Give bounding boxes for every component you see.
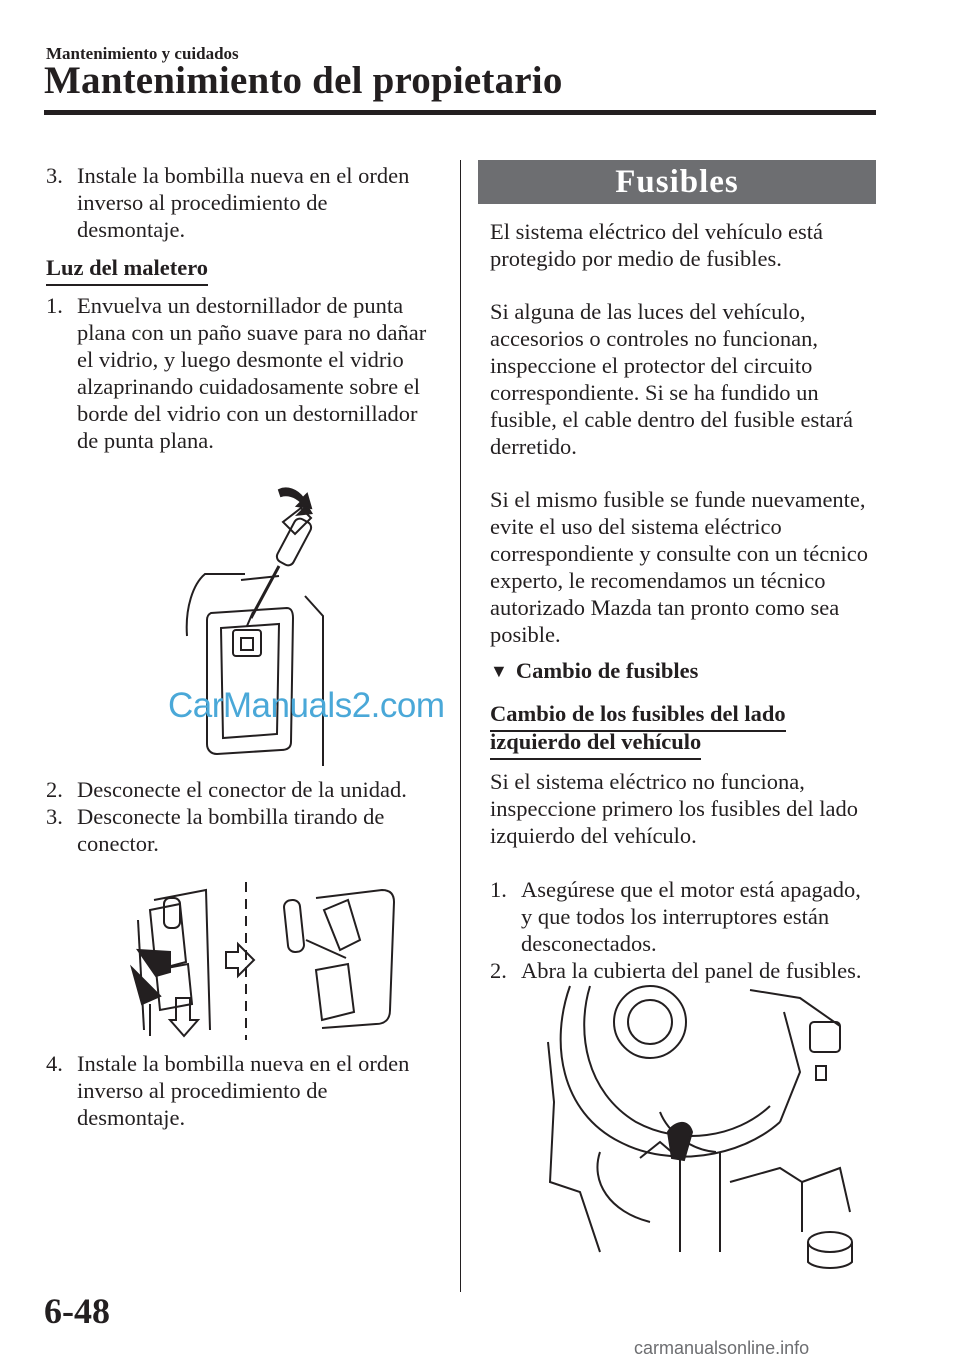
paragraph-line: fusible, el cable dentro del fusible estará [490, 407, 853, 432]
paragraph-line: inspeccione el protector del circuito [490, 353, 813, 378]
page-number: 6-48 [44, 1291, 110, 1331]
step-line: de punta plana. [77, 428, 214, 453]
step-line: Desconecte la bombilla tirando de [77, 804, 385, 829]
step-line: borde del vidrio con un destornillador [77, 401, 418, 426]
paragraph-line: correspondiente. Si se ha fundido un [490, 380, 819, 405]
paragraph-line: Si el sistema eléctrico no funciona, [490, 769, 805, 794]
step-number: 4. [46, 1051, 63, 1076]
header-rule [44, 110, 876, 115]
paragraph-inspection [490, 298, 853, 460]
step-line: desconectados. [521, 931, 657, 956]
heading-text: Cambio de fusibles [515, 658, 699, 683]
paragraph-line: Si el mismo fusible se funde nuevamente, [490, 487, 866, 512]
step-line: Desconecte el conector de la unidad. [77, 777, 407, 802]
step-line: Envuelva un destornillador de punta [77, 293, 404, 318]
paragraph-line: El sistema eléctrico del vehículo está [490, 219, 823, 244]
luz-del-maletero-heading: Luz del maletero [46, 254, 208, 286]
paragraph-line: Si alguna de las luces del vehículo, [490, 299, 806, 324]
column-divider [460, 160, 461, 1292]
step-line: desmontaje. [77, 1105, 186, 1130]
cambio-de-fusibles-heading [490, 658, 698, 684]
watermark: CarManuals2.com [168, 686, 445, 725]
subheading-line-1: Cambio de los fusibles del lado [490, 700, 786, 732]
paragraph-line: correspondiente y consulte con un técnico [490, 541, 868, 566]
step-number: 3. [46, 163, 63, 188]
step-number: 1. [490, 877, 507, 902]
paragraph-line: evite el uso del sistema eléctrico [490, 514, 782, 539]
step-number: 2. [46, 777, 63, 802]
step-line: Asegúrese que el motor está apagado, [521, 877, 861, 902]
paragraph-line: accesorios o controles no funcionan, [490, 326, 819, 351]
paragraph-line: posible. [490, 622, 561, 647]
paragraph-repeat-failure [490, 486, 868, 648]
step-line: plana con un paño suave para no dañar [77, 320, 427, 345]
fusibles-banner: Fusibles [478, 160, 876, 204]
paragraph-intro [490, 218, 823, 272]
step-line: conector. [77, 831, 159, 856]
step-line: Instale la bombilla nueva en el orden [77, 1051, 410, 1076]
step-number: 1. [46, 293, 63, 318]
step-line: alzaprinando cuidadosamente sobre el [77, 374, 420, 399]
paragraph-line: protegido por medio de fusibles. [490, 246, 782, 271]
step-line: Instale la bombilla nueva en el orden [77, 163, 410, 188]
step-line: Abra la cubierta del panel de fusibles. [521, 958, 862, 983]
fuse-panel-cover-illustration [540, 982, 860, 1272]
paragraph-left-side [490, 768, 858, 849]
paragraph-line: inspeccione primero los fusibles del lado [490, 796, 859, 821]
subheading-line-2: izquierdo del vehículo [490, 728, 701, 760]
paragraph-line: autorizado Mazda tan pronto como sea [490, 595, 840, 620]
bulb-connector-illustration [110, 880, 400, 1040]
page-title: Mantenimiento del propietario [44, 59, 563, 102]
paragraph-line: izquierdo del vehículo. [490, 823, 697, 848]
step-line: inverso al procedimiento de [77, 1078, 328, 1103]
step-number: 2. [490, 958, 507, 983]
step-line: y que todos los interruptores están [521, 904, 830, 929]
paragraph-line: derretido. [490, 434, 577, 459]
footer-watermark: carmanualsonline.info [634, 1338, 810, 1358]
section-label: Mantenimiento y cuidados [46, 44, 239, 63]
triangle-down-icon: ▼ [490, 661, 508, 681]
step-line: el vidrio, y luego desmonte el vidrio [77, 347, 404, 372]
step-line: desmontaje. [77, 217, 186, 242]
step-number: 3. [46, 804, 63, 829]
paragraph-line: experto, le recomendamos un técnico [490, 568, 826, 593]
step-line: inverso al procedimiento de [77, 190, 328, 215]
